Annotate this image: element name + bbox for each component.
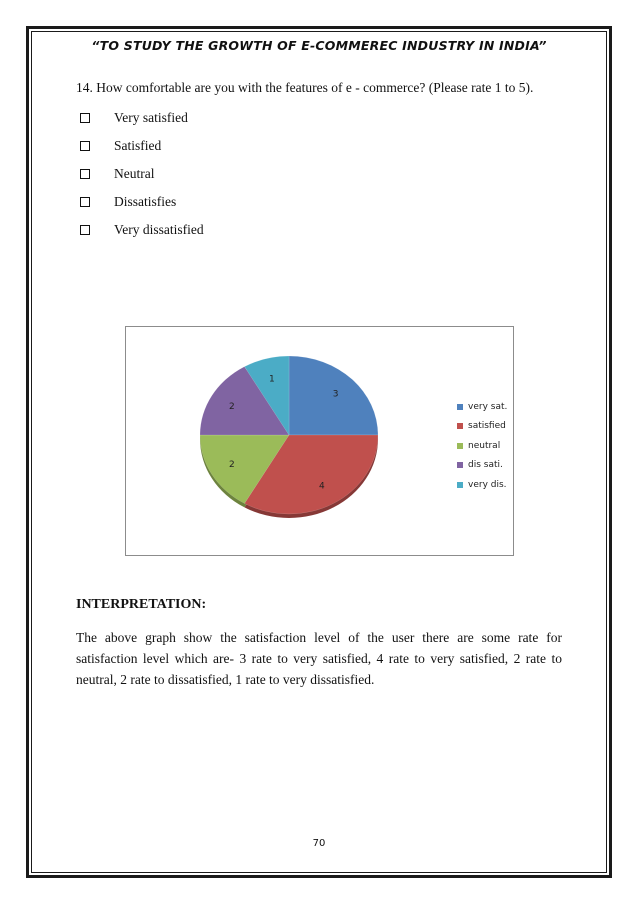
option-satisfied (80, 132, 480, 160)
option-very-satisfied (80, 104, 480, 132)
rating-options-list (80, 104, 480, 244)
chart-legend (457, 397, 517, 495)
option-label: Very satisfied (114, 110, 188, 125)
checkbox-icon (80, 197, 90, 207)
checkbox-icon (80, 141, 90, 151)
legend-item-satisfied (457, 417, 517, 437)
legend-item-dis-sati (457, 456, 517, 476)
interpretation-text: The above graph show the satisfaction level of the user there are some rate for satisfaction level which are- 3 rate to very satisfied, 4 rate to very satisfied, 2 rate to neutral, 2 rate to dissatisfied, 1 rate to very dissatisfied. (76, 630, 562, 687)
legend-item-very-sat (457, 397, 517, 417)
legend-swatch (457, 423, 463, 429)
option-very-dissatisfied (80, 216, 480, 244)
legend-label: satisfied (468, 421, 506, 432)
page-header-title: “TO STUDY THE GROWTH OF E-COMMEREC INDUSTRY IN INDIA” (91, 38, 547, 53)
legend-label: very sat. (468, 401, 508, 412)
legend-swatch (457, 443, 463, 449)
option-label: Neutral (114, 166, 155, 181)
option-dissatisfies (80, 188, 480, 216)
pie-chart-frame (125, 326, 514, 556)
pie-data-label: 3 (332, 389, 339, 400)
legend-item-very-dis (457, 475, 517, 495)
option-label: Very dissatisfied (114, 222, 204, 237)
pie-data-label: 2 (229, 401, 235, 412)
pie-data-label: 1 (269, 374, 275, 385)
option-neutral (80, 160, 480, 188)
legend-swatch (457, 462, 463, 468)
pie-data-label: 4 (319, 481, 325, 492)
legend-label: very dis. (468, 479, 507, 490)
option-label: Dissatisfies (114, 194, 177, 209)
legend-item-neutral (457, 436, 517, 456)
pie-data-label: 2 (229, 460, 235, 471)
legend-label: neutral (468, 440, 501, 451)
option-label: Satisfied (114, 138, 162, 153)
interpretation-heading: INTERPRETATION: (76, 597, 207, 612)
page-number: 70 (312, 838, 326, 849)
legend-swatch (457, 482, 463, 488)
legend-swatch (457, 404, 463, 410)
legend-label: dis sati. (468, 460, 503, 471)
checkbox-icon (80, 169, 90, 179)
checkbox-icon (80, 225, 90, 235)
question-text: 14. How comfortable are you with the features of e - commerce? (Please rate 1 to 5). (76, 80, 534, 95)
checkbox-icon (80, 113, 90, 123)
